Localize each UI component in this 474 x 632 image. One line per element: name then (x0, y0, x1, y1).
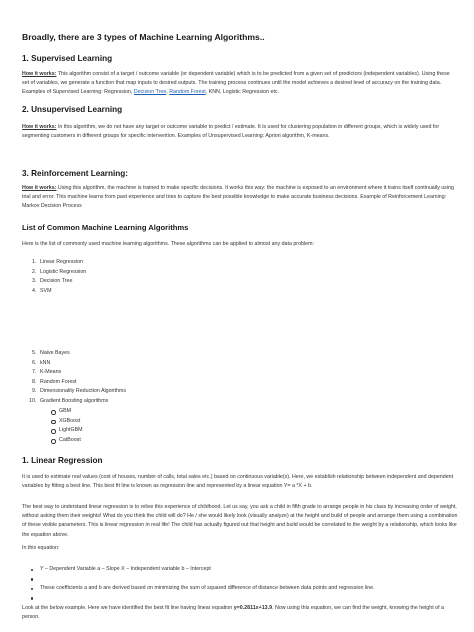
paragraph-example: Look at the below example. Here we have identified the best fit line having linear equation y=0.2811x+13.9. Now using this equation, we can find the weight, knowing the height of a person. (22, 605, 444, 621)
bullet-item (22, 594, 458, 604)
heading-algorithm-list: List of Common Machine Learning Algorithms (22, 223, 189, 232)
linear-equation: y=0.2811x+13.9 (233, 605, 273, 611)
circle-bullet-icon (51, 439, 56, 444)
paragraph-unsupervised (22, 123, 458, 141)
bullet-dot-icon (31, 569, 33, 571)
list-item: 10. Gradient Boosting algorithms (29, 397, 109, 404)
list-item: 2. Logistic Regression (32, 268, 87, 275)
equation-bullets (22, 565, 458, 603)
list-item: 6. kNN (32, 359, 51, 366)
random-forest-link[interactable]: Random Forest (169, 89, 206, 96)
equation-intro: In this equation: (22, 545, 60, 551)
heading-unsupervised: 2. Unsupervised Learning (22, 105, 123, 114)
supervised-text-1: This algorithm consist of a target / outcome variable (or dependent variable) which is to be predicted from a given set of predictors (independent variables). Using these set of variables, we generate a function that map inputs to desired outputs. The training process continues until the model achieves a desired level of accuracy on the training data. Examples of Supervised Learning: Regression, (22, 71, 450, 96)
circle-bullet-icon (51, 410, 56, 415)
list-item: 9. Dimensionality Reduction Algorithms (32, 388, 126, 395)
heading-linear-regression: 1. Linear Regression (22, 456, 103, 465)
bullet-item (22, 575, 458, 585)
link-separator: , (166, 89, 170, 96)
bullet-dot-icon (31, 588, 33, 590)
list-item: 7. K-Means (32, 369, 62, 376)
list-item: 5. Naive Bayes (32, 350, 70, 356)
paragraph-reinforcement (22, 184, 458, 212)
how-it-works-label: How it works: (22, 185, 57, 191)
heading-reinforcement: 3. Reinforcement Learning: (22, 169, 129, 178)
algorithm-list-part-2 (22, 349, 458, 407)
list-item: 4. SVM (32, 287, 52, 294)
sub-list-item: CatBoost (22, 436, 458, 446)
circle-bullet-icon (51, 420, 56, 425)
how-it-works-label: How it works: (22, 124, 57, 130)
circle-bullet-icon (51, 429, 56, 434)
unsupervised-text: In this algorithm, we do not have any target or outcome variable to predict / estimate. It is used for clustering population in different groups, which is widely used for segmenting customers in different groups for specific intervention. Examples of Unsupervised Learning: Apriori algorithm, K-means. (22, 124, 440, 140)
algorithm-list-part-1 (22, 258, 458, 296)
bullet-dot-icon (31, 597, 33, 599)
paragraph-linear-1: It is used to estimate real values (cost of houses, number of calls, total sales etc.) based on continuous variable(s). Here, we establish relationship between independent and dependent variables by fitting a best line. This best fit line is known as regression line and represented by a linear equation Y= a *X + b. (22, 474, 454, 490)
gradient-boosting-sublist (22, 407, 458, 445)
list-item: 1. Linear Regression (32, 259, 83, 265)
bullet-dot-icon (31, 578, 33, 580)
algorithm-list-intro: Here is the list of commonly used machine learning algorithms. These algorithms can be applied to almost any data problem: (22, 241, 314, 247)
supervised-text-2: , KNN, Logistic Regression etc. (205, 89, 280, 96)
decision-tree-link[interactable]: Decision Tree (133, 89, 167, 96)
how-it-works-label: How it works: (22, 71, 57, 77)
paragraph-linear-2: The best way to understand linear regression is to relive this experience of childhood. Let us say, you ask a child in fifth grade to arrange people in his class by increasing order of weight, without asking them their weights! What do you think the child will do? He / she would likely look (visually analyze) at the height and build of people and arrange them using a combination of these visible parameters. This is linear regression in real life! The child has actually figured out that height and build would be correlated to the weight by a relationship, which looks like the equation above. (22, 504, 458, 538)
reinforcement-text: Using this algorithm, the machine is trained to make specific decisions. It works this way: the machine is exposed to an environment where it trains itself continually using trial and error. This machine learns from past experience and tries to capture the best possible knowledge to make accurate business decisions. Example of Reinforcement Learning: Markov Decision Process (22, 185, 454, 210)
sub-list-item: GBM (22, 407, 458, 417)
sub-list-item: LightGBM (22, 426, 458, 436)
sub-list-item: XGBoost (22, 417, 458, 427)
list-item: 3. Decision Tree (32, 278, 73, 285)
bullet-item: These coefficients a and b are derived based on minimizing the sum of squared difference of distance between data points and regression line. (22, 584, 458, 594)
bullet-item: Y – Dependent Variable a – Slope X – Independent variable b – Intercept (22, 565, 458, 575)
heading-supervised: 1. Supervised Learning (22, 54, 113, 63)
paragraph-supervised (22, 70, 458, 98)
page-title: Broadly, there are 3 types of Machine Learning Algorithms.. (22, 32, 265, 42)
list-item: 8. Random Forest (32, 378, 77, 385)
